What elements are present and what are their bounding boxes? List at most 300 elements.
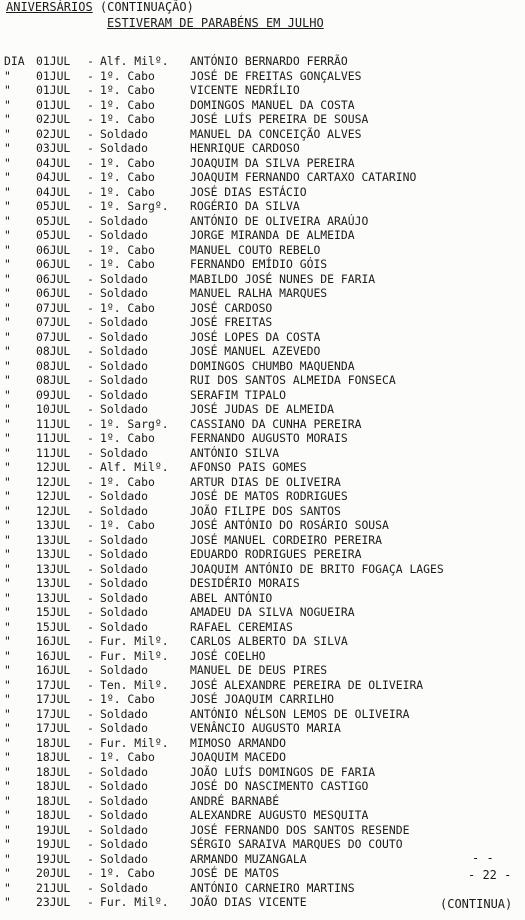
entry-prefix: " bbox=[4, 503, 11, 518]
heading-title: ANIVERSÁRIOS bbox=[6, 0, 93, 14]
entry-prefix: " bbox=[4, 489, 11, 503]
entry-name: ARMANDO MUZANGALA bbox=[190, 851, 307, 866]
entry-separator: - bbox=[87, 619, 94, 634]
entry-name: ARTUR DIAS DE OLIVEIRA bbox=[190, 474, 341, 489]
entry-name: AMADEU DA SILVA NOGUEIRA bbox=[190, 605, 355, 619]
entry-date: 19JUL bbox=[36, 822, 71, 837]
entry-rank: Soldado bbox=[100, 590, 149, 605]
entry-prefix: " bbox=[4, 416, 11, 431]
entry-rank: Soldado bbox=[100, 619, 149, 634]
entry-prefix: " bbox=[4, 590, 11, 605]
entry-separator: - bbox=[87, 68, 94, 83]
entry-separator: - bbox=[87, 358, 94, 373]
entry-separator: - bbox=[87, 431, 94, 445]
entry-date: 11JUL bbox=[36, 431, 71, 445]
entry-rank: Soldado bbox=[100, 779, 149, 793]
entry-rank: Soldado bbox=[100, 445, 149, 460]
entry-rank: 1º. Cabo bbox=[100, 300, 155, 315]
entry-separator: - bbox=[87, 170, 94, 184]
entry-date: 13JUL bbox=[36, 561, 71, 576]
entry-name: ROGÉRIO DA SILVA bbox=[190, 199, 300, 213]
entry-date: 20JUL bbox=[36, 866, 71, 880]
entry-date: 06JUL bbox=[36, 271, 71, 286]
entry-date: 17JUL bbox=[36, 692, 71, 706]
entry-rank: Soldado bbox=[100, 503, 149, 518]
entry-name: MABILDO JOSÉ NUNES DE FARIA bbox=[190, 271, 376, 286]
entry-prefix: " bbox=[4, 213, 11, 228]
entry-name: JOSÉ FREITAS bbox=[190, 315, 273, 329]
entry-date: 18JUL bbox=[36, 750, 71, 764]
entry-rank: 1º. Cabo bbox=[100, 866, 155, 880]
entry-separator: - bbox=[87, 460, 94, 474]
entry-separator: - bbox=[87, 242, 94, 257]
section-subtitle: ESTIVERAM DE PARABÉNS EM JULHO bbox=[107, 16, 324, 30]
entry-date: 08JUL bbox=[36, 373, 71, 387]
entry-prefix: " bbox=[4, 242, 11, 257]
entry-name: JOSÉ ALEXANDRE PEREIRA DE OLIVEIRA bbox=[190, 677, 424, 692]
entry-rank: 1º. Cabo bbox=[100, 155, 155, 170]
entry-date: 19JUL bbox=[36, 837, 71, 851]
entry-date: 17JUL bbox=[36, 721, 71, 735]
entry-separator: - bbox=[87, 735, 94, 750]
entry-prefix: " bbox=[4, 518, 11, 532]
entry-separator: - bbox=[87, 387, 94, 402]
entry-prefix: " bbox=[4, 300, 11, 315]
entry-separator: - bbox=[87, 837, 94, 851]
heading-suffix: (CONTINUAÇÃO) bbox=[92, 0, 194, 14]
entry-rank: Ten. Milº. bbox=[100, 677, 169, 692]
entry-date: 18JUL bbox=[36, 793, 71, 808]
entry-name: JOSÉ LUÍS PEREIRA DE SOUSA bbox=[190, 112, 369, 126]
entry-date: 04JUL bbox=[36, 155, 71, 170]
entry-rank: 1º. Sargº. bbox=[100, 416, 169, 431]
entry-name: JOSÉ DE MATOS bbox=[190, 866, 280, 880]
entry-separator: - bbox=[87, 126, 94, 141]
entry-rank: Soldado bbox=[100, 721, 149, 735]
entry-separator: - bbox=[87, 764, 94, 779]
entry-prefix: " bbox=[4, 735, 11, 750]
entry-date: 08JUL bbox=[36, 358, 71, 373]
entry-date: 07JUL bbox=[36, 329, 71, 344]
entry-prefix: " bbox=[4, 402, 11, 416]
entry-date: 03JUL bbox=[36, 141, 71, 155]
entry-prefix: " bbox=[4, 460, 11, 474]
entry-prefix: " bbox=[4, 445, 11, 460]
entry-name: JOSÉ COELHO bbox=[190, 648, 266, 663]
entry-separator: - bbox=[87, 648, 94, 663]
entry-separator: - bbox=[87, 97, 94, 112]
entry-name: DESIDÉRIO MORAIS bbox=[190, 576, 300, 590]
entry-name: JOSÉ LOPES DA COSTA bbox=[190, 329, 321, 344]
entry-date: 12JUL bbox=[36, 503, 71, 518]
entry-date: 16JUL bbox=[36, 663, 71, 677]
entry-rank: Soldado bbox=[100, 213, 149, 228]
entry-prefix: " bbox=[4, 851, 11, 866]
entry-prefix: " bbox=[4, 532, 11, 547]
entry-separator: - bbox=[87, 300, 94, 315]
entry-separator: - bbox=[87, 373, 94, 387]
entry-rank: 1º. Cabo bbox=[100, 692, 155, 706]
entry-prefix: " bbox=[4, 692, 11, 706]
entry-rank: Soldado bbox=[100, 576, 149, 590]
entry-date: 15JUL bbox=[36, 605, 71, 619]
entry-name: EDUARDO RODRIGUES PEREIRA bbox=[190, 547, 362, 561]
entry-separator: - bbox=[87, 155, 94, 170]
entry-rank: Soldado bbox=[100, 344, 149, 358]
entry-date: 02JUL bbox=[36, 126, 71, 141]
entry-name: RUI DOS SANTOS ALMEIDA FONSECA bbox=[190, 373, 396, 387]
entry-name: JOAQUIM FERNANDO CARTAXO CATARINO bbox=[190, 170, 417, 184]
continues-note: (CONTINUA) bbox=[440, 897, 513, 911]
entry-name: JOSÉ DO NASCIMENTO CASTIGO bbox=[190, 779, 369, 793]
entry-date: 15JUL bbox=[36, 619, 71, 634]
entry-rank: Soldado bbox=[100, 126, 149, 141]
entry-date: 13JUL bbox=[36, 576, 71, 590]
entry-rank: Soldado bbox=[100, 286, 149, 300]
entry-name: JOÃO FILIPE DOS SANTOS bbox=[190, 503, 341, 518]
entry-separator: - bbox=[87, 315, 94, 329]
page-number: - 22 - bbox=[468, 868, 512, 882]
entry-rank: 1º. Cabo bbox=[100, 68, 155, 83]
entry-date: 05JUL bbox=[36, 228, 71, 242]
entry-prefix: " bbox=[4, 286, 11, 300]
entry-name: FERNANDO AUGUSTO MORAIS bbox=[190, 431, 348, 445]
entry-name: JOSÉ JOAQUIM CARRILHO bbox=[190, 692, 335, 706]
entry-separator: - bbox=[87, 793, 94, 808]
entry-date: 07JUL bbox=[36, 300, 71, 315]
entry-prefix: " bbox=[4, 257, 11, 271]
entry-separator: - bbox=[87, 605, 94, 619]
entry-prefix: " bbox=[4, 634, 11, 648]
entry-name: MANUEL DE DEUS PIRES bbox=[190, 663, 328, 677]
entry-name: ANTÓNIO NÉLSON LEMOS DE OLIVEIRA bbox=[190, 706, 410, 721]
entry-date: 23JUL bbox=[36, 895, 71, 909]
entry-prefix: " bbox=[4, 793, 11, 808]
entry-name: DOMINGOS MANUEL DA COSTA bbox=[190, 97, 355, 112]
entry-name: JOÃO LUÍS DOMINGOS DE FARIA bbox=[190, 764, 376, 779]
entry-separator: - bbox=[87, 518, 94, 532]
entry-separator: - bbox=[87, 257, 94, 271]
entry-name: JOSÉ FERNANDO DOS SANTOS RESENDE bbox=[190, 822, 410, 837]
entry-rank: Alf. Milº. bbox=[100, 460, 169, 474]
entry-name: JOSÉ CARDOSO bbox=[190, 300, 273, 315]
entry-separator: - bbox=[87, 213, 94, 228]
entry-prefix: " bbox=[4, 837, 11, 851]
entry-prefix: " bbox=[4, 822, 11, 837]
entry-rank: 1º. Cabo bbox=[100, 83, 155, 97]
entry-prefix: " bbox=[4, 344, 11, 358]
entry-rank: Fur. Milº. bbox=[100, 634, 169, 648]
entry-prefix: " bbox=[4, 126, 11, 141]
entry-name: CARLOS ALBERTO DA SILVA bbox=[190, 634, 348, 648]
entry-name: JOSÉ JUDAS DE ALMEIDA bbox=[190, 402, 335, 416]
entry-date: 06JUL bbox=[36, 257, 71, 271]
entry-date: 11JUL bbox=[36, 416, 71, 431]
entry-date: 06JUL bbox=[36, 286, 71, 300]
entry-name: JOSÉ DE FREITAS GONÇALVES bbox=[190, 68, 362, 83]
entry-date: 05JUL bbox=[36, 213, 71, 228]
entry-prefix: " bbox=[4, 677, 11, 692]
entry-prefix: DIA bbox=[4, 54, 25, 68]
entry-rank: Soldado bbox=[100, 837, 149, 851]
entry-date: 12JUL bbox=[36, 474, 71, 489]
entry-prefix: " bbox=[4, 329, 11, 344]
entry-prefix: " bbox=[4, 880, 11, 895]
entry-name: ABEL ANTÓNIO bbox=[190, 590, 273, 605]
entry-rank: Soldado bbox=[100, 373, 149, 387]
entry-name: MIMOSO ARMANDO bbox=[190, 735, 287, 750]
entry-date: 18JUL bbox=[36, 779, 71, 793]
entry-rank: 1º. Cabo bbox=[100, 431, 155, 445]
entry-separator: - bbox=[87, 141, 94, 155]
entry-separator: - bbox=[87, 750, 94, 764]
entry-date: 19JUL bbox=[36, 851, 71, 866]
entry-date: 10JUL bbox=[36, 402, 71, 416]
entry-date: 17JUL bbox=[36, 706, 71, 721]
entry-prefix: " bbox=[4, 387, 11, 402]
entry-date: 12JUL bbox=[36, 460, 71, 474]
entry-separator: - bbox=[87, 706, 94, 721]
entry-separator: - bbox=[87, 416, 94, 431]
entry-separator: - bbox=[87, 547, 94, 561]
entry-prefix: " bbox=[4, 547, 11, 561]
entry-separator: - bbox=[87, 634, 94, 648]
entry-prefix: " bbox=[4, 808, 11, 822]
entry-separator: - bbox=[87, 532, 94, 547]
entry-separator: - bbox=[87, 590, 94, 605]
entry-rank: Soldado bbox=[100, 764, 149, 779]
entry-prefix: " bbox=[4, 184, 11, 199]
entry-rank: Soldado bbox=[100, 228, 149, 242]
entry-name: ANTÓNIO DE OLIVEIRA ARAÚJO bbox=[190, 213, 369, 228]
entry-rank: Soldado bbox=[100, 880, 149, 895]
entry-separator: - bbox=[87, 83, 94, 97]
entry-name: JOSÉ ANTÓNIO DO ROSÁRIO SOUSA bbox=[190, 518, 389, 532]
entry-prefix: " bbox=[4, 663, 11, 677]
entry-date: 18JUL bbox=[36, 764, 71, 779]
entry-date: 13JUL bbox=[36, 590, 71, 605]
entry-prefix: " bbox=[4, 228, 11, 242]
entry-rank: 1º. Cabo bbox=[100, 474, 155, 489]
entry-prefix: " bbox=[4, 431, 11, 445]
entry-rank: Soldado bbox=[100, 489, 149, 503]
entry-separator: - bbox=[87, 866, 94, 880]
entry-rank: 1º. Cabo bbox=[100, 257, 155, 271]
entry-name: JORGE MIRANDA DE ALMEIDA bbox=[190, 228, 355, 242]
entry-name: JOSÉ MANUEL CORDEIRO PEREIRA bbox=[190, 532, 383, 547]
entry-name: CASSIANO DA CUNHA PEREIRA bbox=[190, 416, 362, 431]
entry-separator: - bbox=[87, 503, 94, 518]
entry-date: 16JUL bbox=[36, 634, 71, 648]
entry-date: 11JUL bbox=[36, 445, 71, 460]
entry-name: FERNANDO EMÍDIO GÓIS bbox=[190, 257, 328, 271]
entry-prefix: " bbox=[4, 895, 11, 909]
entry-separator: - bbox=[87, 663, 94, 677]
entry-rank: Soldado bbox=[100, 271, 149, 286]
entry-name: AFONSO PAIS GOMES bbox=[190, 460, 307, 474]
entry-prefix: " bbox=[4, 271, 11, 286]
entry-date: 05JUL bbox=[36, 199, 71, 213]
entry-date: 01JUL bbox=[36, 83, 71, 97]
entry-name: RAFAEL CEREMIAS bbox=[190, 619, 293, 634]
entry-name: DOMINGOS CHUMBO MAQUENDA bbox=[190, 358, 355, 373]
entry-rank: Fur. Milº. bbox=[100, 735, 169, 750]
entry-date: 21JUL bbox=[36, 880, 71, 895]
entry-prefix: " bbox=[4, 358, 11, 373]
entry-separator: - bbox=[87, 54, 94, 68]
entry-date: 06JUL bbox=[36, 242, 71, 257]
entry-prefix: " bbox=[4, 750, 11, 764]
entry-date: 07JUL bbox=[36, 315, 71, 329]
entry-rank: Soldado bbox=[100, 822, 149, 837]
entry-name: JOSÉ DE MATOS RODRIGUES bbox=[190, 489, 348, 503]
entry-name: JOÃO DIAS VICENTE bbox=[190, 895, 307, 909]
entry-separator: - bbox=[87, 184, 94, 199]
entry-date: 18JUL bbox=[36, 735, 71, 750]
entry-rank: 1º. Cabo bbox=[100, 112, 155, 126]
entry-rank: Soldado bbox=[100, 851, 149, 866]
entry-date: 17JUL bbox=[36, 677, 71, 692]
entry-date: 08JUL bbox=[36, 344, 71, 358]
entry-prefix: " bbox=[4, 373, 11, 387]
entry-name: ANTÓNIO BERNARDO FERRÃO bbox=[190, 54, 348, 68]
entry-prefix: " bbox=[4, 648, 11, 663]
entry-name: JOAQUIM DA SILVA PEREIRA bbox=[190, 155, 355, 170]
entry-date: 09JUL bbox=[36, 387, 71, 402]
entry-separator: - bbox=[87, 692, 94, 706]
entry-prefix: " bbox=[4, 141, 11, 155]
entry-separator: - bbox=[87, 677, 94, 692]
entry-prefix: " bbox=[4, 721, 11, 735]
entry-date: 18JUL bbox=[36, 808, 71, 822]
entry-date: 01JUL bbox=[36, 97, 71, 112]
entry-separator: - bbox=[87, 721, 94, 735]
entry-name: JOAQUIM MACEDO bbox=[190, 750, 287, 764]
entry-prefix: " bbox=[4, 764, 11, 779]
entry-prefix: " bbox=[4, 706, 11, 721]
entry-rank: Soldado bbox=[100, 706, 149, 721]
entry-rank: Soldado bbox=[100, 358, 149, 373]
entry-rank: Fur. Milº. bbox=[100, 648, 169, 663]
entry-separator: - bbox=[87, 199, 94, 213]
entry-prefix: " bbox=[4, 619, 11, 634]
entry-separator: - bbox=[87, 489, 94, 503]
entry-name: MANUEL COUTO REBELO bbox=[190, 242, 321, 257]
entry-separator: - bbox=[87, 808, 94, 822]
entry-rank: 1º. Cabo bbox=[100, 170, 155, 184]
entry-rank: 1º. Cabo bbox=[100, 750, 155, 764]
entry-rank: Soldado bbox=[100, 808, 149, 822]
entry-name: VENÂNCIO AUGUSTO MARIA bbox=[190, 721, 341, 735]
page-dashes: - - bbox=[472, 851, 494, 865]
entry-separator: - bbox=[87, 779, 94, 793]
entry-date: 16JUL bbox=[36, 648, 71, 663]
entry-separator: - bbox=[87, 895, 94, 909]
entry-prefix: " bbox=[4, 474, 11, 489]
entry-rank: Soldado bbox=[100, 663, 149, 677]
entry-separator: - bbox=[87, 445, 94, 460]
entry-rank: Fur. Milº. bbox=[100, 895, 169, 909]
entry-name: JOSÉ MANUEL AZEVEDO bbox=[190, 344, 321, 358]
entry-separator: - bbox=[87, 822, 94, 837]
entry-date: 04JUL bbox=[36, 184, 71, 199]
entry-rank: Soldado bbox=[100, 532, 149, 547]
entry-separator: - bbox=[87, 851, 94, 866]
entry-name: ALEXANDRE AUGUSTO MESQUITA bbox=[190, 808, 369, 822]
entry-prefix: " bbox=[4, 199, 11, 213]
entry-date: 01JUL bbox=[36, 68, 71, 83]
entry-rank: 1º. Cabo bbox=[100, 518, 155, 532]
entry-rank: Soldado bbox=[100, 561, 149, 576]
entry-separator: - bbox=[87, 112, 94, 126]
entry-rank: Alf. Milº. bbox=[100, 54, 169, 68]
entry-date: 13JUL bbox=[36, 547, 71, 561]
entry-date: 01JUL bbox=[36, 54, 71, 68]
entry-prefix: " bbox=[4, 315, 11, 329]
entry-date: 13JUL bbox=[36, 518, 71, 532]
entry-date: 12JUL bbox=[36, 489, 71, 503]
entry-rank: 1º. Cabo bbox=[100, 242, 155, 257]
entry-name: MANUEL RALHA MARQUES bbox=[190, 286, 328, 300]
entry-rank: 1º. Cabo bbox=[100, 97, 155, 112]
entry-prefix: " bbox=[4, 576, 11, 590]
entry-prefix: " bbox=[4, 68, 11, 83]
entry-rank: Soldado bbox=[100, 387, 149, 402]
entry-separator: - bbox=[87, 271, 94, 286]
entry-name: MANUEL DA CONCEIÇÃO ALVES bbox=[190, 126, 362, 141]
entry-name: SÉRGIO SARAIVA MARQUES DO COUTO bbox=[190, 837, 403, 851]
entry-separator: - bbox=[87, 576, 94, 590]
entry-name: ANDRÉ BARNABÉ bbox=[190, 793, 280, 808]
entry-rank: Soldado bbox=[100, 793, 149, 808]
entry-rank: Soldado bbox=[100, 315, 149, 329]
entry-prefix: " bbox=[4, 97, 11, 112]
entry-name: SERAFIM TIPALO bbox=[190, 387, 287, 402]
entry-name: ANTÓNIO CARNEIRO MARTINS bbox=[190, 880, 355, 895]
entry-name: HENRIQUE CARDOSO bbox=[190, 141, 300, 155]
entry-name: VICENTE NEDRÍLIO bbox=[190, 83, 300, 97]
entry-name: JOSÉ DIAS ESTÁCIO bbox=[190, 184, 307, 199]
entry-prefix: " bbox=[4, 170, 11, 184]
entry-rank: Soldado bbox=[100, 329, 149, 344]
entry-date: 13JUL bbox=[36, 532, 71, 547]
entry-prefix: " bbox=[4, 866, 11, 880]
entry-separator: - bbox=[87, 561, 94, 576]
entry-separator: - bbox=[87, 344, 94, 358]
entry-separator: - bbox=[87, 880, 94, 895]
entry-prefix: " bbox=[4, 605, 11, 619]
entry-prefix: " bbox=[4, 112, 11, 126]
entry-separator: - bbox=[87, 402, 94, 416]
entry-name: ANTÓNIO SILVA bbox=[190, 445, 280, 460]
entry-rank: Soldado bbox=[100, 402, 149, 416]
entry-prefix: " bbox=[4, 561, 11, 576]
entry-prefix: " bbox=[4, 779, 11, 793]
entry-date: 02JUL bbox=[36, 112, 71, 126]
entry-rank: Soldado bbox=[100, 141, 149, 155]
entry-separator: - bbox=[87, 228, 94, 242]
entry-prefix: " bbox=[4, 83, 11, 97]
entry-separator: - bbox=[87, 474, 94, 489]
entry-rank: 1º. Cabo bbox=[100, 184, 155, 199]
entry-separator: - bbox=[87, 329, 94, 344]
section-heading bbox=[6, 0, 194, 15]
entry-rank: 1º. Sargº. bbox=[100, 199, 169, 213]
entry-rank: Soldado bbox=[100, 605, 149, 619]
entry-date: 04JUL bbox=[36, 170, 71, 184]
entry-prefix: " bbox=[4, 155, 11, 170]
entry-separator: - bbox=[87, 286, 94, 300]
